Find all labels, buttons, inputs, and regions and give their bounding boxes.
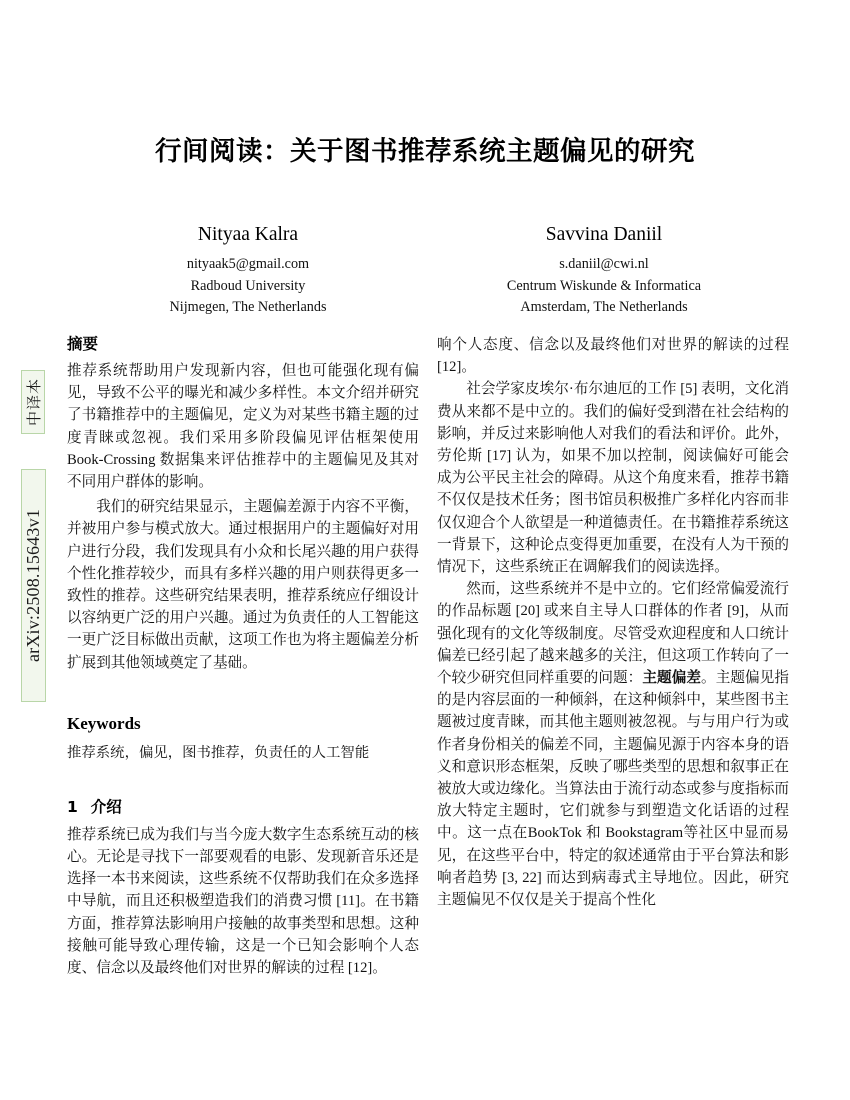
author-email: s.daniil@cwi.nl [559,256,649,272]
left-column [67,334,419,979]
paragraph-tail-text: 响个人态度、信念以及最终他们对世界的解读的过程 [12]。 [437,337,789,376]
emphasis-topic-bias: 主题偏差 [642,670,702,687]
author-entry [426,222,782,319]
page-title: 行间阅读：关于图书推荐系统主题偏见的研究 [155,135,695,167]
translation-badge: 中译本 [21,370,45,434]
keywords-heading: Keywords [67,713,141,733]
keywords-list: 推荐系统，偏见，图书推荐，负责任的人工智能 [67,744,370,761]
abstract-heading: 摘要 [67,335,99,353]
paragraph-3-part-2: 。主题偏见指的是内容层面的一种倾斜，在这种倾斜中，某些图书主题被过度青睐，而其他主题则被忽视。与与用户行为或作者身份相关的偏差不同，主题偏见源于内容本身的语义和意识形态框架，反映了哪些类型的思想和叙事正在被放大或边缘化。当算法由于流行动态或参与度指标而放大特定主题时，它们就参与到塑造文化话语的过程中。这一点在BookTok 和 Bookstagram等社区中显而易见，在这些平台中，特定的叙述通常由于平台算法和影响者趋势 [3, 22] 而达到病毒式主导地位。因此，研究主题偏见不仅仅是关于提高个性化 [437,670,789,909]
author-name: Nityaa Kalra [197,224,299,245]
right-column [437,334,789,911]
author-name: Savvina Daniil [545,224,663,245]
author-block [70,222,782,319]
introduction-paragraph-1-continued [437,334,789,378]
introduction-paragraph-2: 社会学家皮埃尔·布尔迪厄的工作 [5] 表明，文化消费从来都不是中立的。我们的偏好受到潜在社会结构的影响，并反过来影响他人对我们的看法和评价。此外，劳伦斯 [17] 认为，如果不加以控制，阅读偏好可能会成为公平民主社会的障碍。从这个角度来看，推荐书籍不仅仅是技术任务；图书馆员积极推广多样化内容而非仅仅迎合个人欲望是一种道德责任。在书籍推荐系统这一背景下，这种论点变得更加重要，在没有人为干预的情况下，这些系统正在调解我们的阅读选择。 [437,381,789,576]
abstract-paragraph-2: 我们的研究结果显示，主题偏差源于内容不平衡，并被用户参与模式放大。通过根据用户的主题偏好对用户进行分段，我们发现具有小众和长尾兴趣的用户获得个性化推荐较少，而具有多样兴趣的用户则获得更多一致性的推荐。这些研究结果表明，推荐系统应仔细设计以容纳更广泛的用户兴趣。通过为负责任的人工智能这一更广泛目标做出贡献，这项工作也为将主题偏差分析扩展到其他领域奠定了基础。 [67,499,419,671]
paragraph-3-part-1: 然而，这些系统并不是中立的。它们经常偏爱流行的作品标题 [20] 或来自主导人口群体的作者 [9]，从而强化现有的文化等级制度。尽管受欢迎程度和人口统计偏差已经引起了越来越多的关注，但这项工作转向了一个较少研究但同样重要的问题： [437,581,789,687]
author-affiliation: Centrum Wiskunde & Informatica [506,277,702,294]
section-number: 1 [67,797,78,816]
author-location: Amsterdam, The Netherlands [520,299,688,315]
arxiv-stamp-rail [0,0,66,1100]
introduction-paragraph-3 [437,578,789,911]
author-email: nityaak5@gmail.com [186,256,310,272]
author-location: Nijmegen, The Netherlands [169,299,327,315]
author-affiliation: Radboud University [190,277,306,294]
section-title: 介绍 [90,797,122,816]
introduction-paragraph-1: 推荐系统已成为我们与当今庞大数字生态系统互动的核心。无论是寻找下一部要观看的电影、发现新音乐还是选择一本书来阅读，这些系统不仅帮助我们在众多选择中导航，而且还积极塑造我们的消费习惯 [11]。在书籍方面，推荐算法影响用户接触的故事类型和思想。这种接触可能导致心理传输，这是一个已知会影响个人态度、信念以及最终他们对世界的解读的过程 [12]。 [67,826,419,977]
abstract-paragraph-1: 推荐系统帮助用户发现新内容，但也可能强化现有偏见，导致不公平的曝光和减少多样性。本文介绍并研究了书籍推荐中的主题偏见，定义为对某些书籍主题的过度青睐或忽视。我们采用多阶段偏见评估框架使用 Book-Crossing 数据集来评估推荐中的主题偏见及其对不同用户群体的影响。 [67,363,419,491]
arxiv-identifier-badge: arXiv:2508.15643v1 [21,469,46,702]
author-entry [70,222,426,319]
introduction-heading [67,796,419,818]
